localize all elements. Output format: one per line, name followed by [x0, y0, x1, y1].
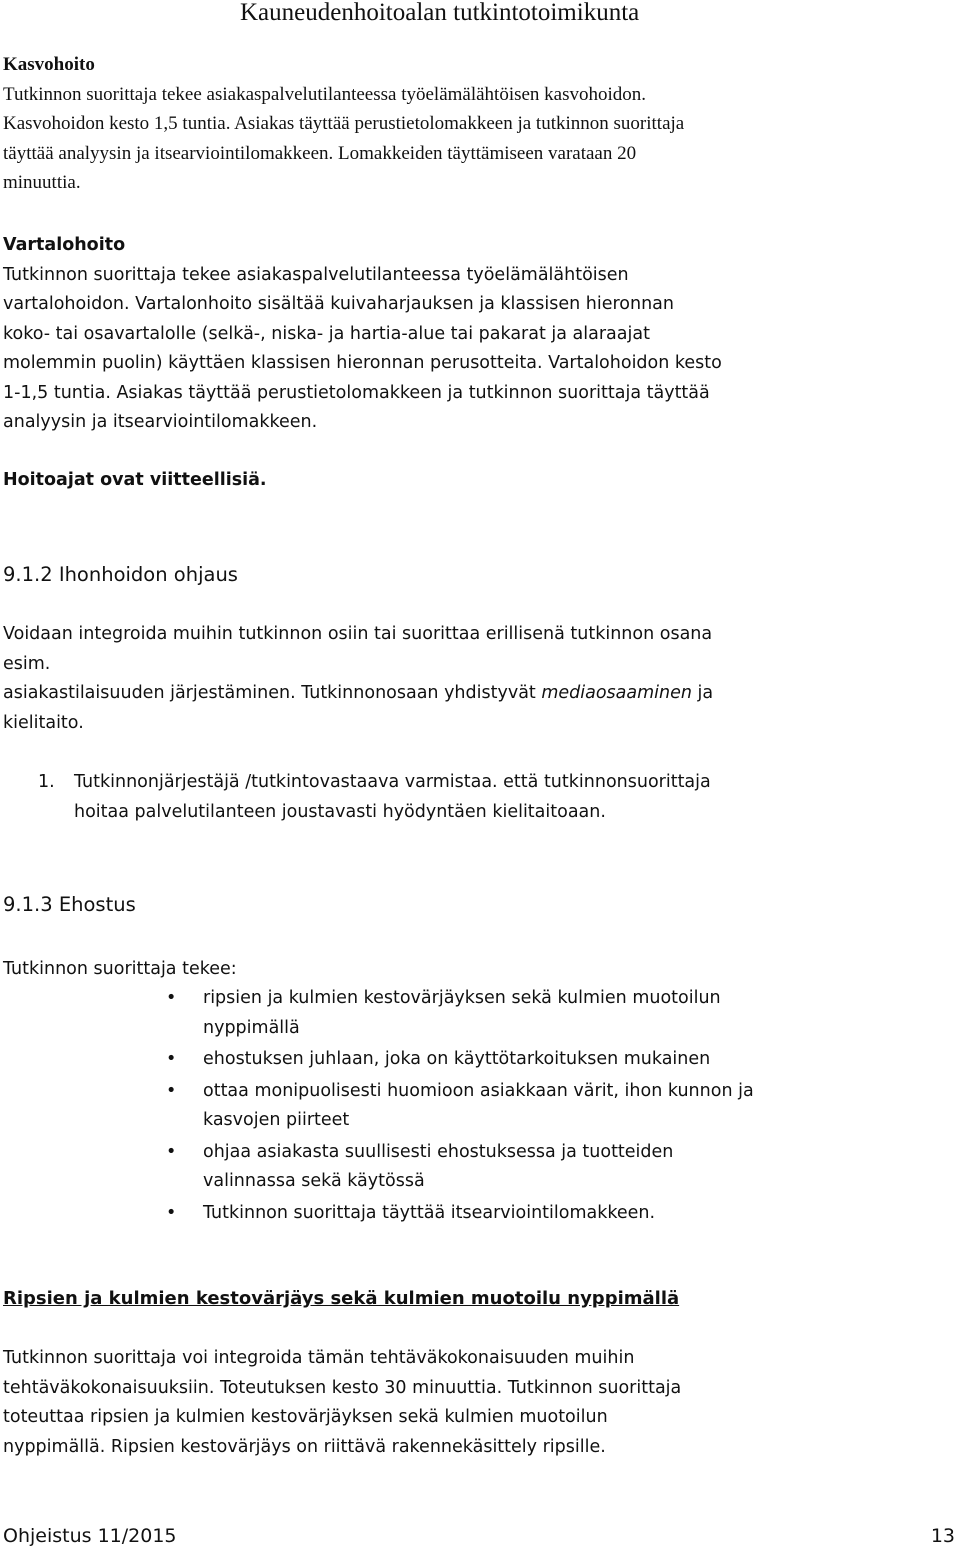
kasvohoito-line: Tutkinnon suorittaja tekee asiakaspalvelutilanteessa työelämälähtöisen kasvohoidon.: [3, 83, 647, 105]
section-9-1-3-heading: 9.1.3 Ehostus: [3, 893, 136, 916]
ripsien-line: toteuttaa ripsien ja kulmien kestovärjäyksen sekä kulmien muotoilun: [3, 1407, 608, 1427]
bullet-icon: •: [166, 1080, 177, 1101]
numbered-item-text: [74, 768, 898, 827]
footer-document-version: Ohjeistus 11/2015: [3, 1525, 177, 1547]
numbered-item-line: hoitaa palvelutilanteen joustavasti hyödyntäen kielitaitoaan.: [74, 801, 606, 822]
section-9-1-2-line: kielitaito.: [3, 712, 84, 733]
list-item: [160, 1199, 880, 1229]
ripsien-line: Tutkinnon suorittaja voi integroida tämän tehtäväkokonaisuuden muihin: [3, 1348, 635, 1368]
list-item: [160, 1138, 880, 1197]
vartalohoito-line: koko- tai osavartalolle (selkä-, niska- ja hartia-alue tai pakarat ja alaraajat: [3, 323, 650, 344]
kasvohoito-heading: Kasvohoito: [3, 54, 95, 75]
kasvohoito-section: [3, 50, 943, 198]
section-9-1-3-intro: [3, 955, 903, 985]
bullet-icon: •: [166, 1202, 177, 1223]
bullet-line: ohjaa asiakasta suullisesti ehostuksessa ja tuotteiden: [203, 1141, 674, 1162]
ripsien-line: tehtäväkokonaisuuksiin. Toteutuksen kesto 30 minuuttia. Tutkinnon suorittaja: [3, 1377, 682, 1398]
vartalohoito-heading: Vartalohoito: [3, 235, 126, 255]
numbered-list-item: [38, 768, 898, 827]
treatment-times-note: [3, 466, 903, 496]
ripsien-body: [3, 1344, 903, 1462]
bullet-line: kasvojen piirteet: [203, 1110, 350, 1130]
kasvohoito-line: minuuttia.: [3, 172, 81, 193]
vartalohoito-line: molemmin puolin) käyttäen klassisen hieronnan perusotteita. Vartalohoidon kesto: [3, 353, 722, 373]
vartalohoito-line: analyysin ja itsearviointilomakkeen.: [3, 412, 318, 432]
bullet-line: ottaa monipuolisesti huomioon asiakkaan värit, ihon kunnon ja: [203, 1080, 754, 1101]
vartalohoito-section: [3, 231, 903, 438]
vartalohoito-line: Tutkinnon suorittaja tekee asiakaspalvelutilanteessa työelämälähtöisen: [3, 264, 629, 285]
section-9-1-2-line: [3, 679, 903, 709]
section-9-1-2-line: Voidaan integroida muihin tutkinnon osiin tai suorittaa erillisenä tutkinnon osana: [3, 624, 713, 644]
bullet-icon: •: [166, 1049, 177, 1069]
section-9-1-2-heading: 9.1.2 Ihonhoidon ohjaus: [3, 563, 238, 586]
bullet-line: ehostuksen juhlaan, joka on käyttötarkoituksen mukainen: [203, 1049, 711, 1069]
treatment-times-note-text: Hoitoajat ovat viitteellisiä.: [3, 470, 267, 490]
bullet-line: valinnassa sekä käytössä: [203, 1171, 425, 1191]
ripsien-line: nyppimällä. Ripsien kestovärjäys on riittävä rakennekäsittely ripsille.: [3, 1436, 606, 1457]
bullet-icon: •: [166, 988, 177, 1008]
section-9-1-3-intro-text: Tutkinnon suorittaja tekee:: [3, 959, 237, 979]
ehostus-bullet-list: [160, 984, 880, 1230]
italic-term: mediaosaaminen: [541, 683, 692, 703]
numbered-item-line: Tutkinnonjärjestäjä /tutkintovastaava varmistaa. että tutkinnonsuorittaja: [74, 772, 711, 792]
bullet-icon: •: [166, 1141, 177, 1162]
vartalohoito-line: vartalohoidon. Vartalonhoito sisältää kuivaharjauksen ja klassisen hieronnan: [3, 294, 674, 314]
section-9-1-2-text: asiakastilaisuuden järjestäminen. Tutkinnonosaan yhdistyvät: [3, 683, 542, 703]
list-item: [160, 1045, 880, 1075]
section-9-1-2-text: ja: [691, 683, 714, 703]
footer-page-number: 13: [930, 1525, 955, 1547]
ripsien-heading: Ripsien ja kulmien kestovärjäys sekä kulmien muotoilu nyppimällä: [3, 1288, 680, 1309]
section-9-1-2-body: [3, 620, 903, 738]
page-header-organization: Kauneudenhoitoalan tutkintotoimikunta: [240, 0, 640, 26]
bullet-line: ripsien ja kulmien kestovärjäyksen sekä kulmien muotoilun: [203, 988, 721, 1008]
list-item: [160, 1077, 880, 1136]
list-number: 1.: [38, 772, 55, 792]
list-item: [160, 984, 880, 1043]
section-9-1-2-line: esim.: [3, 653, 51, 674]
kasvohoito-line: täyttää analyysin ja itsearviointilomakkeen. Lomakkeiden täyttämiseen varataan 20: [3, 142, 637, 164]
kasvohoito-line: Kasvohoidon kesto 1,5 tuntia. Asiakas täyttää perustietolomakkeen ja tutkinnon suorittaja: [3, 113, 685, 134]
bullet-line: Tutkinnon suorittaja täyttää itsearviointilomakkeen.: [203, 1202, 656, 1223]
bullet-line: nyppimällä: [203, 1017, 300, 1038]
vartalohoito-line: 1-1,5 tuntia. Asiakas täyttää perustietolomakkeen ja tutkinnon suorittaja täyttää: [3, 382, 710, 403]
